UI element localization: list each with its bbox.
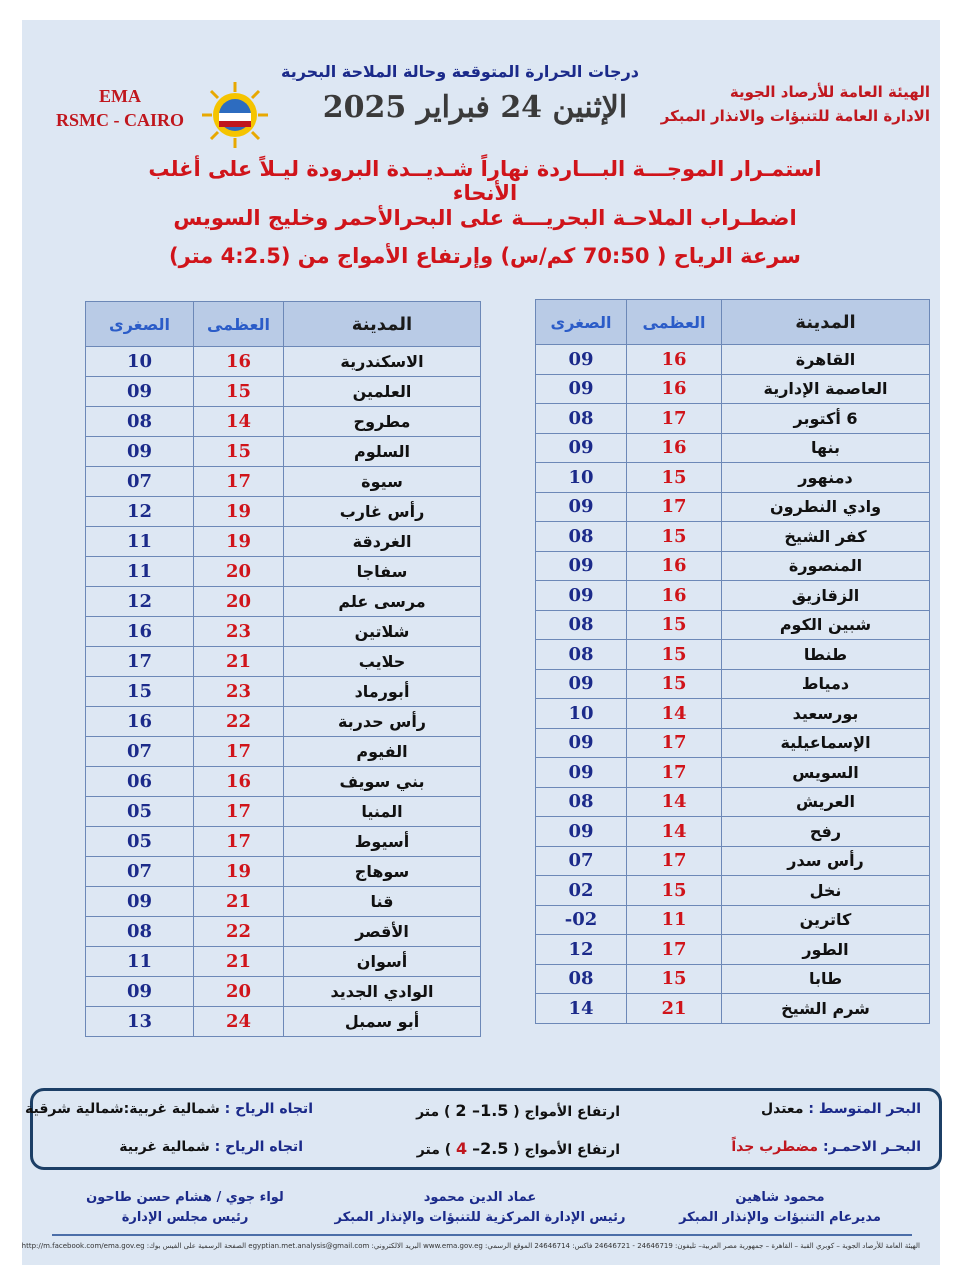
min-temp: 08 bbox=[86, 407, 194, 437]
max-temp: 14 bbox=[627, 817, 722, 847]
min-temp: 11 bbox=[86, 557, 194, 587]
city-name: رأس غارب bbox=[284, 497, 481, 527]
table-row bbox=[86, 407, 481, 437]
org-line2: الادارة العامة للتنبؤات والانذار المبكر bbox=[660, 107, 930, 125]
city-name: السويس bbox=[722, 758, 930, 788]
city-name: الطور bbox=[722, 935, 930, 965]
table-row bbox=[536, 699, 930, 729]
max-temp: 16 bbox=[627, 374, 722, 404]
table-row bbox=[86, 527, 481, 557]
city-name: القاهرة bbox=[722, 345, 930, 375]
city-name: أبورماد bbox=[284, 677, 481, 707]
city-name: طنطا bbox=[722, 640, 930, 670]
table-row bbox=[536, 345, 930, 375]
city-name: السلوم bbox=[284, 437, 481, 467]
table-row bbox=[536, 522, 930, 552]
signature-title: رئيس مجلس الإدارة bbox=[121, 1210, 249, 1225]
table-row bbox=[536, 374, 930, 404]
ema-line2: RSMC - CAIRO bbox=[56, 110, 184, 130]
city-name: رأس حدربة bbox=[284, 707, 481, 737]
med-wind bbox=[25, 1101, 313, 1117]
table-row bbox=[86, 707, 481, 737]
min-temp: 09 bbox=[536, 817, 627, 847]
min-temp: 09 bbox=[536, 433, 627, 463]
min-temp: 10 bbox=[536, 699, 627, 729]
min-temp: 11 bbox=[86, 527, 194, 557]
max-temp: 21 bbox=[194, 647, 284, 677]
table-row bbox=[86, 647, 481, 677]
min-temp: 10 bbox=[536, 463, 627, 493]
min-temp: 07 bbox=[536, 846, 627, 876]
min-temp: 09 bbox=[536, 492, 627, 522]
city-name: العريش bbox=[722, 787, 930, 817]
med-sea-label: البحر المتوسط : bbox=[808, 1101, 921, 1117]
city-name: الفيوم bbox=[284, 737, 481, 767]
max-temp: 23 bbox=[194, 617, 284, 647]
med-wind-label: اتجاه الرياح : bbox=[224, 1101, 313, 1117]
min-temp: 09 bbox=[536, 345, 627, 375]
city-name: بني سويف bbox=[284, 767, 481, 797]
min-temp: 09 bbox=[536, 374, 627, 404]
table-row bbox=[536, 994, 930, 1024]
med-sea-state bbox=[761, 1101, 921, 1117]
table-row bbox=[86, 827, 481, 857]
min-temp: 09 bbox=[86, 437, 194, 467]
min-temp: 02 bbox=[536, 876, 627, 906]
med-waves-value: 1.5– 2 bbox=[455, 1101, 509, 1120]
city-name: قنا bbox=[284, 887, 481, 917]
max-temp: 15 bbox=[627, 876, 722, 906]
min-temp: 06 bbox=[86, 767, 194, 797]
table-row bbox=[536, 610, 930, 640]
table-row bbox=[536, 787, 930, 817]
table-row bbox=[536, 817, 930, 847]
max-temp: 17 bbox=[627, 492, 722, 522]
table-row bbox=[86, 887, 481, 917]
red-sea-value: مضطرب جداً bbox=[731, 1139, 819, 1155]
max-temp: 19 bbox=[194, 857, 284, 887]
table-row bbox=[86, 377, 481, 407]
max-temp: 17 bbox=[194, 737, 284, 767]
city-name: العاصمة الإدارية bbox=[722, 374, 930, 404]
city-name: مطروح bbox=[284, 407, 481, 437]
red-wind-label: اتجاه الرياح : bbox=[214, 1139, 303, 1155]
max-temp: 16 bbox=[627, 433, 722, 463]
max-temp: 20 bbox=[194, 587, 284, 617]
city-name: العلمين bbox=[284, 377, 481, 407]
red-sea-label: البحـر الاحمـر: bbox=[822, 1139, 921, 1155]
city-name: رأس سدر bbox=[722, 846, 930, 876]
med-wind-value: شمالية غربية:شمالية شرقية bbox=[25, 1101, 220, 1117]
city-name: 6 أكتوبر bbox=[722, 404, 930, 434]
max-temp: 15 bbox=[627, 610, 722, 640]
city-name: المنصورة bbox=[722, 551, 930, 581]
table-row bbox=[536, 551, 930, 581]
table-row bbox=[86, 767, 481, 797]
signature-title: رئيس الإدارة المركزية للتنبؤات والإنذار المبكر bbox=[334, 1210, 626, 1225]
ema-label bbox=[40, 84, 200, 132]
organization-name bbox=[660, 80, 930, 128]
table-row bbox=[86, 917, 481, 947]
city-name: أبو سمبل bbox=[284, 1007, 481, 1037]
bulletin-date: الإثنين 24 فبراير 2025 bbox=[322, 90, 628, 125]
city-name: شلاتين bbox=[284, 617, 481, 647]
table-row bbox=[536, 433, 930, 463]
signature-name: لواء جوي / هشام حسن طاحون bbox=[86, 1190, 284, 1205]
min-temp: 09 bbox=[536, 581, 627, 611]
table-row bbox=[536, 581, 930, 611]
city-name: الزقازيق bbox=[722, 581, 930, 611]
signature-name: محمود شاهين bbox=[735, 1190, 825, 1205]
header-min: الصغرى bbox=[536, 300, 627, 345]
max-temp: 11 bbox=[627, 905, 722, 935]
table-row bbox=[536, 876, 930, 906]
city-name: شبين الكوم bbox=[722, 610, 930, 640]
ema-line1: EMA bbox=[99, 86, 141, 106]
table-row bbox=[536, 669, 930, 699]
signature-title: مديرعام التنبؤات والإنذار المبكر bbox=[679, 1210, 881, 1225]
city-name: الوادي الجديد bbox=[284, 977, 481, 1007]
min-temp: 10 bbox=[86, 347, 194, 377]
min-temp: 09 bbox=[86, 887, 194, 917]
min-temp: 07 bbox=[86, 857, 194, 887]
table-row bbox=[536, 846, 930, 876]
signature-name: عماد الدين محمود bbox=[423, 1190, 537, 1205]
max-temp: 15 bbox=[627, 522, 722, 552]
table-row bbox=[86, 587, 481, 617]
bulletin-title: درجات الحرارة المتوقعة وحالة الملاحة البحرية bbox=[280, 62, 639, 81]
min-temp: 08 bbox=[536, 640, 627, 670]
table-row bbox=[86, 677, 481, 707]
table-row bbox=[536, 905, 930, 935]
min-temp: 14 bbox=[536, 994, 627, 1024]
min-temp: 13 bbox=[86, 1007, 194, 1037]
header-max: العظمى bbox=[627, 300, 722, 345]
max-temp: 16 bbox=[627, 345, 722, 375]
city-name: الغردقة bbox=[284, 527, 481, 557]
city-name: الإسماعيلية bbox=[722, 728, 930, 758]
city-name: حلايب bbox=[284, 647, 481, 677]
max-temp: 17 bbox=[194, 797, 284, 827]
min-temp: 09 bbox=[536, 551, 627, 581]
table-row bbox=[536, 463, 930, 493]
min-temp: 09 bbox=[86, 377, 194, 407]
max-temp: 16 bbox=[194, 347, 284, 377]
footer-contact: الهيئة العامة للأرصاد الجوية – كوبري القبة – القاهرة – جمهورية مصر العربية– تليفون: 24646719 - 24646721 فاكس: 24646714 الموقع الرسمي: www.ema.gov.eg البريد الالكتروني: egyptian.met.analysis@gmail.com الصفحة الرسمية على الفيس بوك: http://m.facebook.com/ema.gov.eg bbox=[21, 1242, 920, 1250]
table-row bbox=[86, 977, 481, 1007]
max-temp: 19 bbox=[194, 527, 284, 557]
table-row bbox=[536, 492, 930, 522]
min-temp: 08 bbox=[536, 610, 627, 640]
headline-cold-wave: استمـرار الموجـــة البـــاردة نهاراً شـديــدة البرودة ليـلاً على أغلب الأنحاء bbox=[148, 157, 822, 205]
city-name: سيوة bbox=[284, 467, 481, 497]
table-row bbox=[86, 437, 481, 467]
min-temp: 08 bbox=[536, 404, 627, 434]
min-temp: 09 bbox=[536, 669, 627, 699]
table-row bbox=[86, 857, 481, 887]
max-temp: 24 bbox=[194, 1007, 284, 1037]
min-temp: 12 bbox=[536, 935, 627, 965]
min-temp: 16 bbox=[86, 707, 194, 737]
min-temp: 08 bbox=[86, 917, 194, 947]
city-name: الاسكندرية bbox=[284, 347, 481, 377]
max-temp: 17 bbox=[627, 935, 722, 965]
table-row bbox=[86, 947, 481, 977]
max-temp: 15 bbox=[627, 640, 722, 670]
table-row bbox=[536, 758, 930, 788]
min-temp: 08 bbox=[536, 787, 627, 817]
min-temp: -02 bbox=[536, 905, 627, 935]
city-name: كفر الشيخ bbox=[722, 522, 930, 552]
table-row bbox=[86, 797, 481, 827]
min-temp: 09 bbox=[536, 758, 627, 788]
table-row bbox=[86, 497, 481, 527]
city-name: دمياط bbox=[722, 669, 930, 699]
table-row bbox=[86, 467, 481, 497]
org-line1: الهيئة العامة للأرصاد الجوية bbox=[729, 83, 930, 101]
table-row bbox=[536, 935, 930, 965]
signature-forecast-director bbox=[660, 1188, 900, 1228]
city-name: أسيوط bbox=[284, 827, 481, 857]
max-temp: 14 bbox=[194, 407, 284, 437]
city-name: طابا bbox=[722, 964, 930, 994]
table-row bbox=[86, 347, 481, 377]
min-temp: 05 bbox=[86, 827, 194, 857]
city-name: بورسعيد bbox=[722, 699, 930, 729]
table-row bbox=[86, 557, 481, 587]
red-wind-value: شمالية غربية bbox=[119, 1139, 210, 1155]
red-sea-state bbox=[731, 1139, 921, 1155]
min-temp: 07 bbox=[86, 737, 194, 767]
min-temp: 11 bbox=[86, 947, 194, 977]
header-max: العظمى bbox=[194, 302, 284, 347]
header-city: المدينة bbox=[284, 302, 481, 347]
min-temp: 08 bbox=[536, 964, 627, 994]
red-wind bbox=[119, 1139, 303, 1155]
max-temp: 17 bbox=[194, 467, 284, 497]
city-name: سوهاج bbox=[284, 857, 481, 887]
max-temp: 15 bbox=[627, 964, 722, 994]
city-name: نخل bbox=[722, 876, 930, 906]
table-row bbox=[86, 617, 481, 647]
max-temp: 21 bbox=[194, 947, 284, 977]
red-waves-prefix: ارتفاع الأمواج ( bbox=[513, 1142, 620, 1158]
max-temp: 20 bbox=[194, 557, 284, 587]
max-temp: 15 bbox=[194, 437, 284, 467]
footer-divider bbox=[52, 1234, 912, 1236]
max-temp: 17 bbox=[627, 728, 722, 758]
max-temp: 16 bbox=[627, 551, 722, 581]
red-waves-value2: 4 bbox=[456, 1139, 468, 1158]
temperature-table-right bbox=[535, 299, 930, 1024]
city-name: رفح bbox=[722, 817, 930, 847]
city-name: سفاجا bbox=[284, 557, 481, 587]
max-temp: 14 bbox=[627, 699, 722, 729]
min-temp: 09 bbox=[536, 728, 627, 758]
max-temp: 17 bbox=[194, 827, 284, 857]
min-temp: 09 bbox=[86, 977, 194, 1007]
med-sea-value: معتدل bbox=[760, 1101, 804, 1117]
min-temp: 05 bbox=[86, 797, 194, 827]
max-temp: 22 bbox=[194, 707, 284, 737]
temperature-table-left bbox=[85, 301, 481, 1037]
max-temp: 16 bbox=[627, 581, 722, 611]
city-name: شرم الشيخ bbox=[722, 994, 930, 1024]
min-temp: 08 bbox=[536, 522, 627, 552]
max-temp: 17 bbox=[627, 404, 722, 434]
city-name: الأقصر bbox=[284, 917, 481, 947]
city-name: بنها bbox=[722, 433, 930, 463]
max-temp: 22 bbox=[194, 917, 284, 947]
table-row bbox=[536, 964, 930, 994]
max-temp: 15 bbox=[627, 669, 722, 699]
max-temp: 19 bbox=[194, 497, 284, 527]
city-name: كاترين bbox=[722, 905, 930, 935]
city-name: أسوان bbox=[284, 947, 481, 977]
max-temp: 21 bbox=[194, 887, 284, 917]
headline-navigation: اضطـراب الملاحـة البحريـــة على البحرالأحمر وخليج السويس bbox=[173, 206, 797, 230]
max-temp: 17 bbox=[627, 758, 722, 788]
table-row bbox=[536, 728, 930, 758]
table-row bbox=[536, 404, 930, 434]
header-city: المدينة bbox=[722, 300, 930, 345]
min-temp: 16 bbox=[86, 617, 194, 647]
min-temp: 07 bbox=[86, 467, 194, 497]
min-temp: 17 bbox=[86, 647, 194, 677]
max-temp: 17 bbox=[627, 846, 722, 876]
city-name: المنيا bbox=[284, 797, 481, 827]
med-waves-prefix: ارتفاع الأمواج ( bbox=[513, 1104, 620, 1120]
red-waves-value1: 2.5– bbox=[472, 1139, 509, 1158]
city-name: وادي النطرون bbox=[722, 492, 930, 522]
ema-logo-icon bbox=[200, 80, 270, 150]
max-temp: 15 bbox=[194, 377, 284, 407]
med-waves bbox=[416, 1101, 620, 1120]
min-temp: 12 bbox=[86, 587, 194, 617]
city-name: دمنهور bbox=[722, 463, 930, 493]
headline-wind-waves: سرعة الرياح ( 70:50 كم/س) وإرتفاع الأمواج من (4:2.5 متر) bbox=[169, 244, 801, 268]
max-temp: 15 bbox=[627, 463, 722, 493]
red-waves-suffix: ) متر bbox=[416, 1142, 452, 1158]
max-temp: 20 bbox=[194, 977, 284, 1007]
max-temp: 14 bbox=[627, 787, 722, 817]
max-temp: 21 bbox=[627, 994, 722, 1024]
table-row bbox=[536, 640, 930, 670]
signature-central-director bbox=[330, 1188, 630, 1228]
max-temp: 23 bbox=[194, 677, 284, 707]
red-waves bbox=[417, 1139, 620, 1158]
med-waves-suffix: ) متر bbox=[416, 1104, 451, 1120]
table-row bbox=[86, 1007, 481, 1037]
header-min: الصغرى bbox=[86, 302, 194, 347]
city-name: مرسى علم bbox=[284, 587, 481, 617]
signature-chairman bbox=[60, 1188, 310, 1228]
table-row bbox=[86, 737, 481, 767]
min-temp: 15 bbox=[86, 677, 194, 707]
max-temp: 16 bbox=[194, 767, 284, 797]
min-temp: 12 bbox=[86, 497, 194, 527]
